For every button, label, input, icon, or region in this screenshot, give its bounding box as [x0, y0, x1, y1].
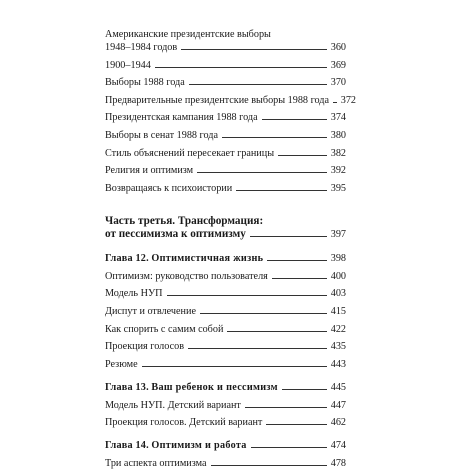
toc-entry [105, 59, 346, 72]
chapter-label: Глава 14. [105, 440, 149, 452]
toc-entry-title: Три аспекта оптимизма [105, 458, 207, 470]
leader-line [278, 155, 327, 156]
toc-entry [105, 416, 346, 429]
toc-entry [105, 94, 356, 107]
page-number: 445 [330, 381, 346, 393]
leader-line [236, 190, 327, 191]
toc-entry-title: Выборы 1988 года [105, 77, 185, 89]
toc-entry [105, 270, 346, 283]
table-of-contents [105, 28, 356, 475]
page-number: 397 [330, 229, 346, 241]
toc-entry-title: Президентская кампания 1988 года [105, 112, 258, 124]
page-number: 400 [330, 270, 346, 282]
page-number: 443 [330, 358, 346, 370]
leader-line [189, 84, 327, 85]
page-number: 474 [330, 440, 346, 452]
chapter-title [105, 439, 249, 452]
leader-line [245, 407, 327, 408]
page-number: 369 [330, 59, 346, 71]
page-number: 392 [330, 165, 346, 177]
page-number: 372 [340, 94, 356, 106]
leader-line [142, 366, 327, 367]
toc-entry-title: Предварительные президентские выборы 1988 года [105, 94, 329, 106]
page-number: 478 [330, 458, 346, 470]
page-number: 462 [330, 417, 346, 429]
toc-entry [105, 457, 346, 470]
page-number: 360 [330, 42, 346, 53]
toc-entry [105, 305, 346, 318]
toc-entry-title: Выборы в сенат 1988 года [105, 129, 218, 141]
leader-line [197, 172, 327, 173]
page-number: 380 [330, 129, 346, 141]
toc-entry-title: Диспут и отвлечение [105, 305, 196, 317]
toc-entry [105, 358, 346, 371]
toc-entry-title-line: 1948–1984 годов [105, 42, 178, 53]
toc-entry [105, 399, 346, 412]
leader-line [222, 137, 327, 138]
toc-chapter-heading [105, 381, 346, 394]
chapter-title [105, 381, 280, 394]
page-number: 403 [330, 288, 346, 300]
toc-entry [105, 287, 346, 300]
toc-part-heading [105, 215, 346, 242]
page-number: 422 [330, 323, 346, 335]
leader-line [211, 465, 327, 466]
toc-entry-title: Стиль объяснений пересекает границы [105, 147, 275, 159]
leader-line [266, 424, 327, 425]
chapter-name: Ваш ребенок и пессимизм [151, 381, 278, 393]
page-number: 447 [330, 399, 346, 411]
toc-entry [105, 182, 346, 195]
toc-chapter-heading [105, 439, 346, 452]
toc-entry-title: Модель НУП. Детский вариант [105, 399, 241, 411]
chapter-label: Глава 12. [105, 252, 149, 264]
leader-line [181, 49, 327, 50]
toc-entry-title: Как спорить с самим собой [105, 323, 224, 335]
toc-entry-us-elections-1948-1984 [105, 28, 346, 54]
page-number: 415 [330, 305, 346, 317]
toc-entry-title: Религия и оптимизм [105, 165, 194, 177]
toc-entry-title: Оптимизм: руководство пользователя [105, 270, 268, 282]
leader-line [267, 260, 327, 261]
leader-line [155, 67, 327, 68]
leader-line [227, 331, 327, 332]
chapter-title [105, 252, 265, 265]
page-number: 382 [330, 147, 346, 159]
leader-line [272, 278, 327, 279]
toc-entry [105, 129, 346, 142]
toc-entry [105, 111, 346, 124]
leader-line [282, 389, 327, 390]
toc-entry-title: Возвращаясь к психоистории [105, 182, 233, 194]
toc-entry [105, 76, 346, 89]
toc-entry-title: Проекция голосов [105, 341, 185, 353]
page-number: 398 [330, 252, 346, 264]
leader-line [167, 295, 327, 296]
page-number: 370 [330, 77, 346, 89]
chapter-name: Оптимизм и работа [151, 440, 247, 452]
toc-entry-title: Резюме [105, 358, 138, 370]
leader-line [262, 119, 327, 120]
page-number: 395 [330, 182, 346, 194]
leader-line [333, 102, 337, 103]
toc-entry [105, 340, 346, 353]
part-title-line: Часть третья. Трансформация: [105, 214, 264, 227]
toc-chapter-heading [105, 252, 346, 265]
part-title-line: от пессимизма к оптимизму [105, 228, 246, 241]
leader-line [200, 313, 327, 314]
page-number: 435 [330, 341, 346, 353]
toc-entry [105, 147, 346, 160]
toc-entry-title: 1900–1944 [105, 59, 151, 71]
toc-entry-title-line: Американские президентские выборы [105, 29, 271, 40]
toc-entry [105, 323, 346, 336]
leader-line [188, 348, 327, 349]
leader-line [251, 447, 327, 448]
toc-entry-title: Модель НУП [105, 288, 163, 300]
page-number: 374 [330, 112, 346, 124]
leader-line [250, 236, 327, 237]
toc-entry [105, 164, 346, 177]
toc-entry-title: Проекция голосов. Детский вариант [105, 417, 263, 429]
chapter-label: Глава 13. [105, 381, 149, 393]
chapter-name: Оптимистичная жизнь [151, 252, 264, 264]
